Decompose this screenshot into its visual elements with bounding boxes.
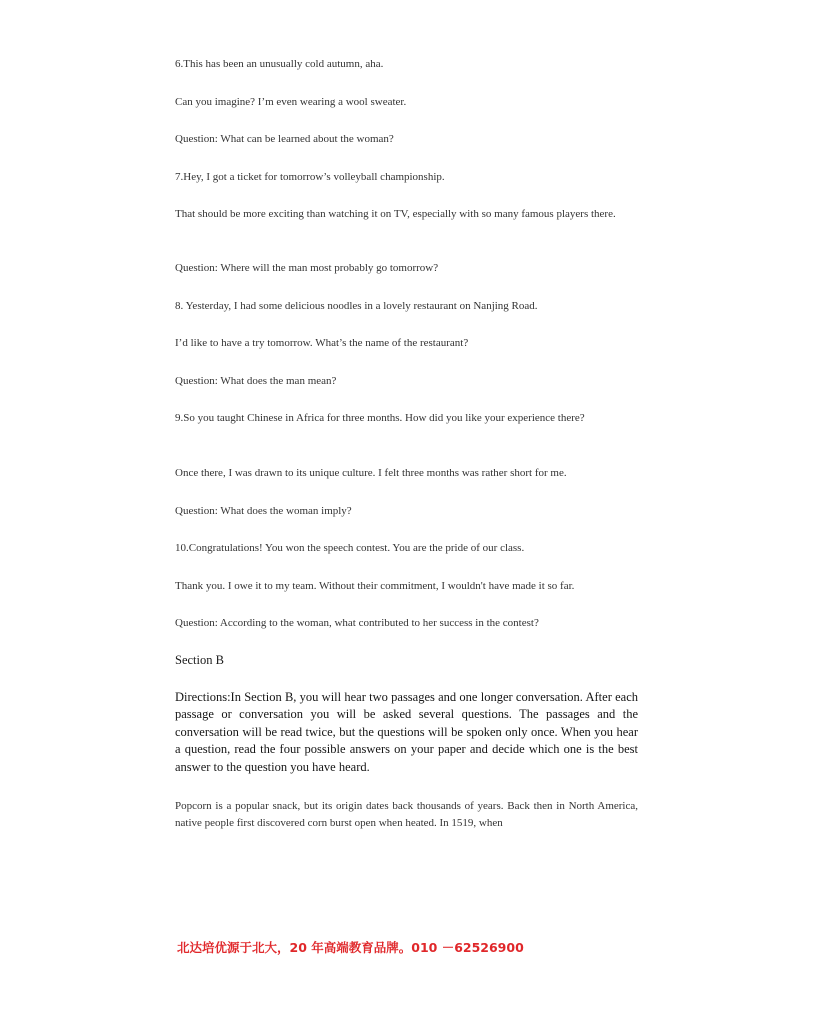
dialogue-9-line-2: Once there, I was drawn to its unique culture. I felt three months was rather short for me.: [175, 467, 567, 479]
question-7: Question: Where will the man most probably go tomorrow?: [175, 262, 439, 274]
dialogue-10-line-1: 10.Congratulations! You won the speech contest. You are the pride of our class.: [175, 542, 525, 554]
question-10: Question: According to the woman, what contributed to her success in the contest?: [175, 617, 539, 629]
question-6: Question: What can be learned about the woman?: [175, 133, 394, 145]
question-9: Question: What does the woman imply?: [175, 505, 352, 517]
section-b-directions: Directions:In Section B, you will hear two passages and one longer conversation. After each passage or conversation you will be asked several questions. The passages and the conversation will be read twice, but the questions will be spoken only once. When you hear a question, read the four possible answers on your paper and decide which one is the best answer to the question you have heard.: [175, 690, 638, 774]
dialogue-9-line-1: 9.So you taught Chinese in Africa for three months. How did you like your experience there?: [175, 412, 585, 424]
question-8: Question: What does the man mean?: [175, 375, 337, 387]
dialogue-8-line-1: 8. Yesterday, I had some delicious noodles in a lovely restaurant on Nanjing Road.: [175, 300, 538, 312]
dialogue-10-line-2: Thank you. I owe it to my team. Without their commitment, I wouldn't have made it so far.: [175, 580, 575, 592]
dialogue-7-line-2: That should be more exciting than watching it on TV, especially with so many famous players there.: [175, 208, 616, 220]
section-b-title: Section B: [175, 653, 224, 667]
dialogue-7-line-1: 7.Hey, I got a ticket for tomorrow’s volleyball championship.: [175, 171, 445, 183]
footer-advert: 北达培优源于北大，20 年高端教育品牌。010 －62526900: [177, 940, 524, 955]
dialogue-8-line-2: I’d like to have a try tomorrow. What’s the name of the restaurant?: [175, 337, 469, 349]
dialogue-6-line-1: 6.This has been an unusually cold autumn, aha.: [175, 58, 384, 70]
passage-text: Popcorn is a popular snack, but its origin dates back thousands of years. Back then in North America, native people first discovered corn burst open when heated. In 1519, when: [175, 800, 638, 829]
dialogue-6-line-2: Can you imagine? I’m even wearing a wool sweater.: [175, 96, 407, 108]
